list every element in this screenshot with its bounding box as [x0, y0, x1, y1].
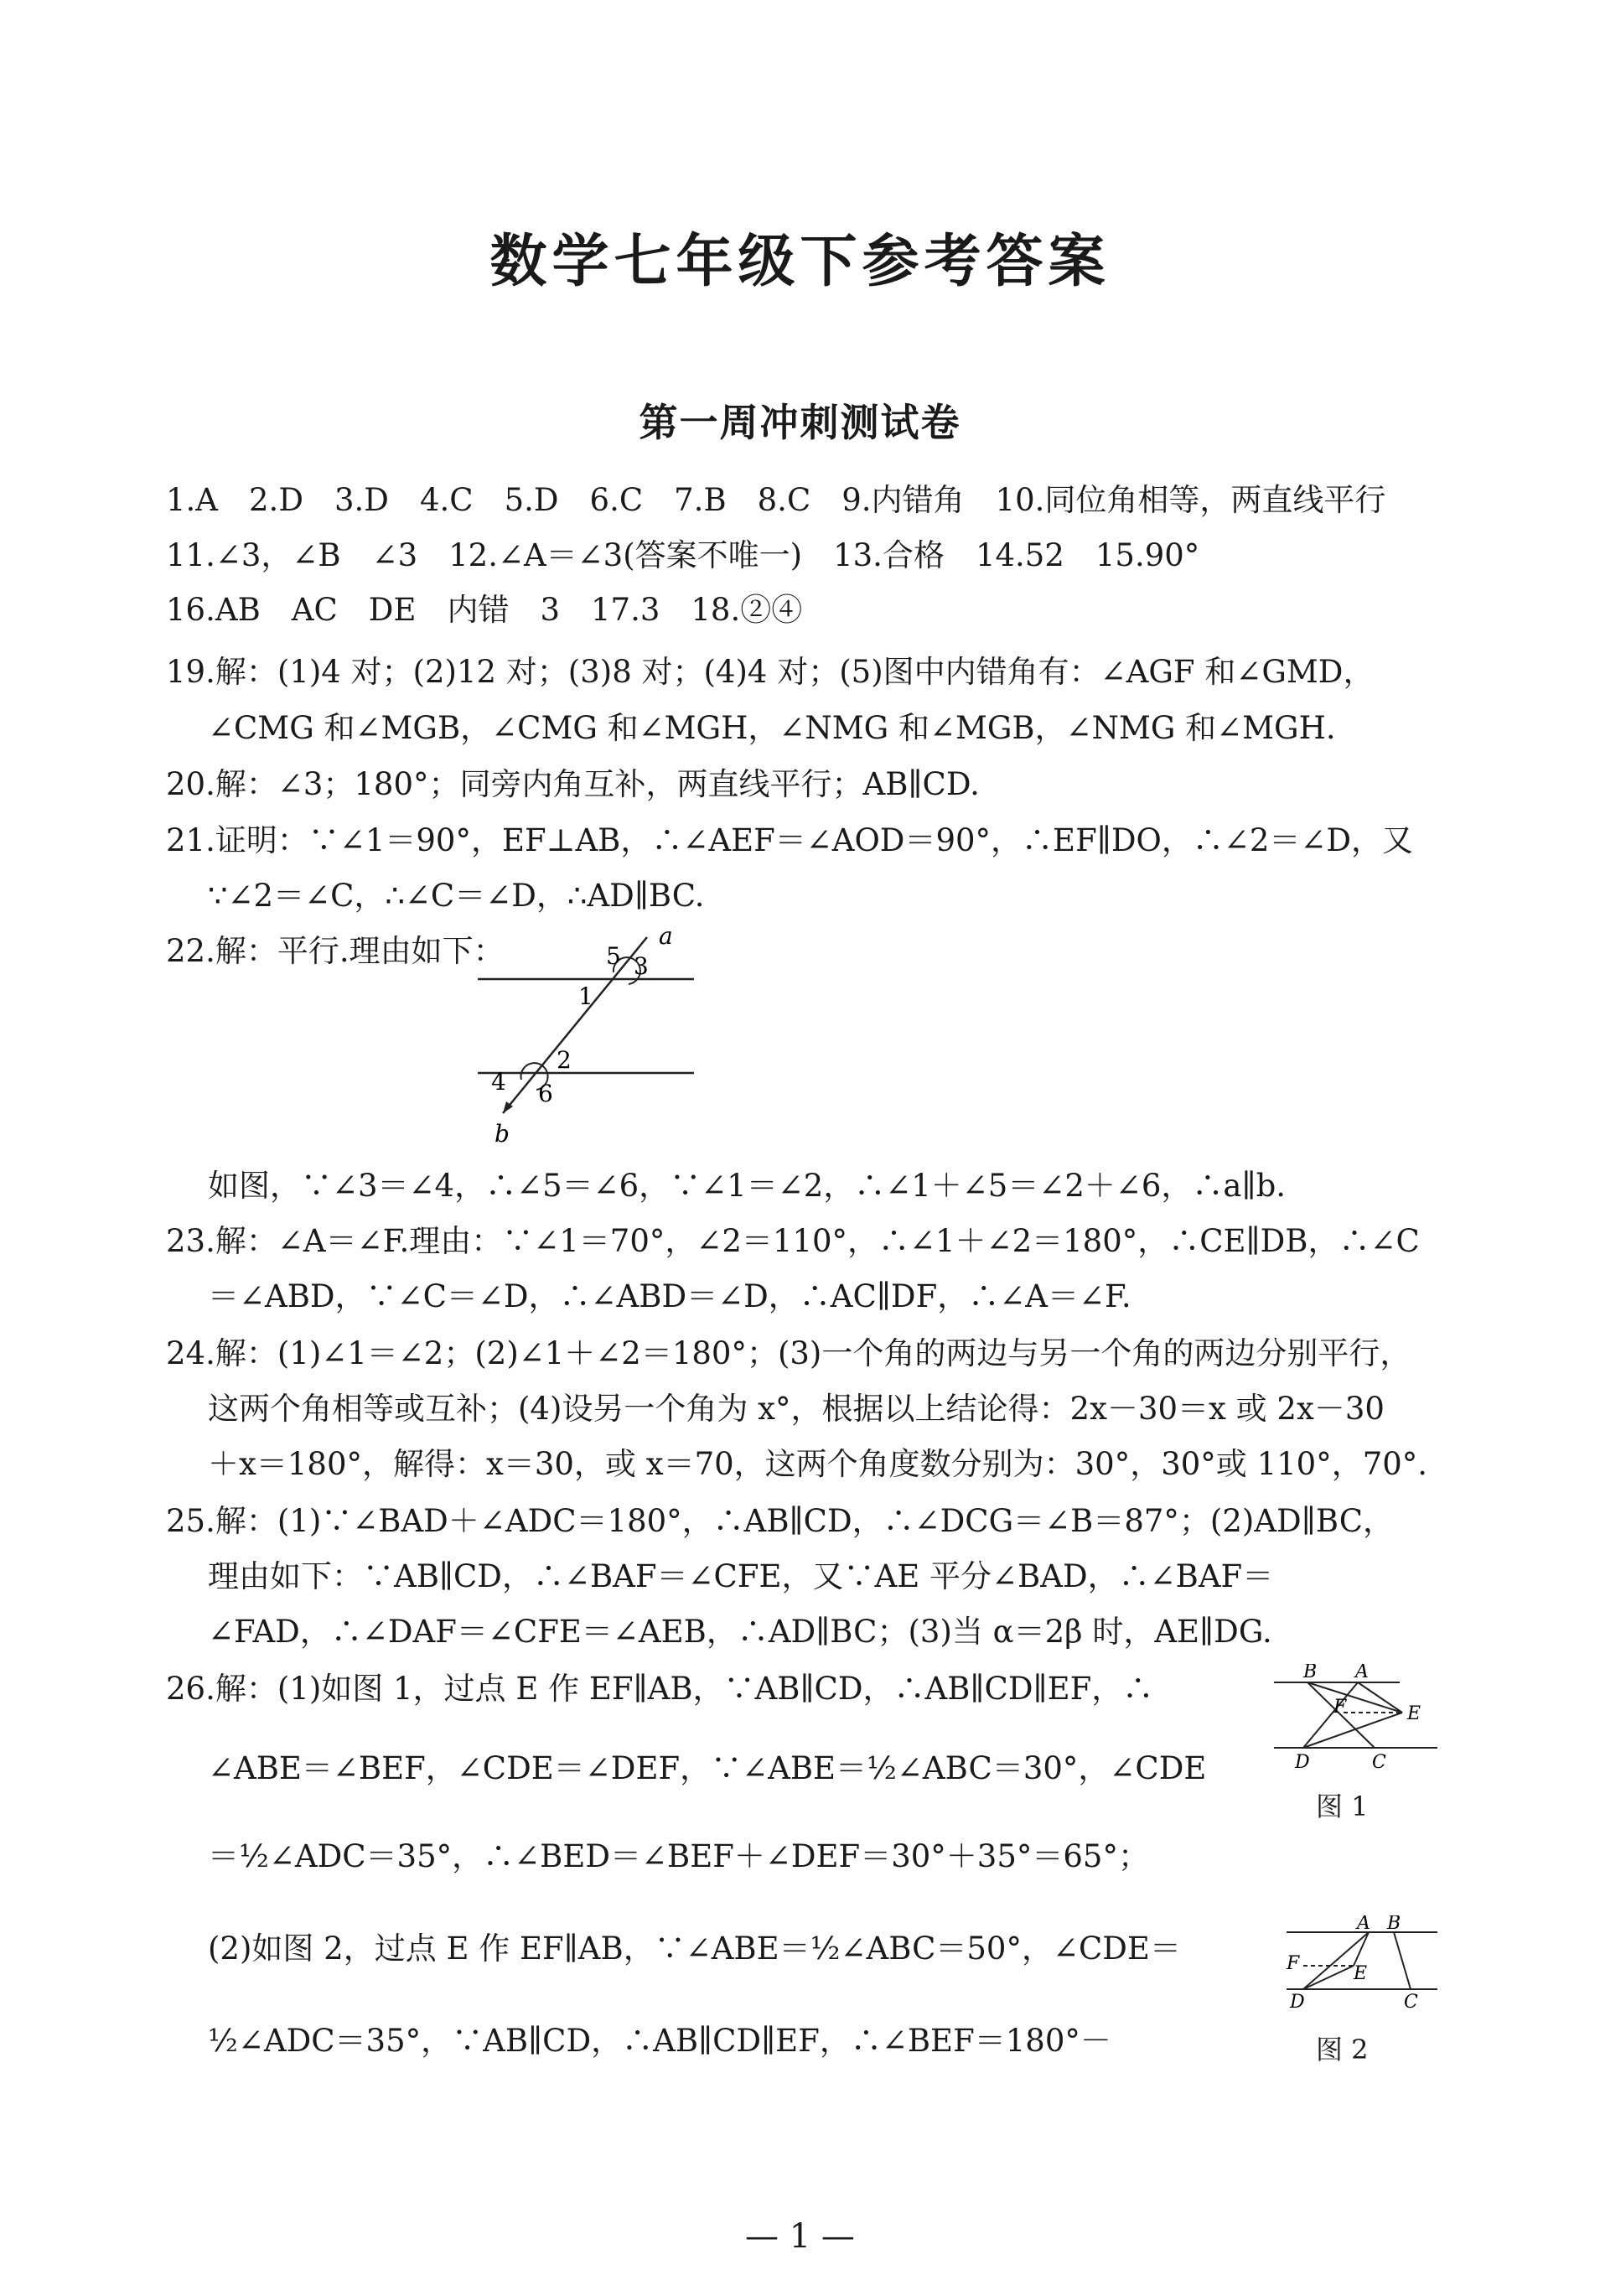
answer-line-26d: (2)如图 2，过点 E 作 EF∥AB，∵∠ABE＝½∠ABC＝50°，∠CDE＝	[208, 1931, 1181, 1967]
label-F: F	[1333, 1697, 1347, 1718]
page-number: — 1 —	[745, 2217, 855, 2256]
label-C: C	[1372, 1752, 1386, 1773]
label-E: E	[1354, 1963, 1368, 1984]
answer-line-25a: 25.解：(1)∵∠BAD＋∠ADC＝180°，∴AB∥CD，∴∠DCG＝∠B＝87°；(2)AD∥BC，	[166, 1503, 1395, 1539]
page-title: 数学七年级下参考答案	[489, 229, 1111, 295]
label-E: E	[1407, 1703, 1421, 1724]
label-A: A	[1357, 1915, 1370, 1934]
answer-line-1: 1.A 2.D 3.D 4.C 5.D 6.C 7.B 8.C 9.内错角 10.同位角相等，两直线平行	[166, 482, 1386, 518]
answer-line-24c: ＋x＝180°，解得：x＝30，或 x＝70，这两个角度数分别为：30°，30°或 110°，70°.	[208, 1446, 1428, 1482]
figure-26-1	[1270, 1664, 1446, 1773]
answer-line-22-reason: 如图，∵∠3＝∠4，∴∠5＝∠6，∵∠1＝∠2，∴∠1＋∠5＝∠2＋∠6，∴a∥b.	[208, 1168, 1287, 1204]
answer-line-23b: ＝∠ABD，∵∠C＝∠D，∴∠ABD＝∠D，∴AC∥DF，∴∠A＝∠F.	[208, 1278, 1131, 1314]
label-C: C	[1404, 1992, 1418, 2013]
figure-2-caption: 图 2	[1316, 2034, 1369, 2065]
label-6: 6	[538, 1080, 553, 1107]
label-5: 5	[606, 942, 621, 970]
answer-line-20: 20.解：∠3；180°；同旁内角互补，两直线平行；AB∥CD.	[166, 766, 980, 802]
figure-26-2	[1270, 1915, 1446, 2016]
answer-line-26c: ＝½∠ADC＝35°，∴∠BED＝∠BEF＋∠DEF＝30°＋35°＝65°；	[208, 1838, 1149, 1874]
answer-line-21b: ∵∠2＝∠C，∴∠C＝∠D，∴AD∥BC.	[208, 878, 705, 914]
answer-line-3: 16.AB AC DE 内错 3 17.3 18.②④	[166, 592, 803, 628]
label-B: B	[1303, 1664, 1318, 1682]
answer-line-25c: ∠FAD，∴∠DAF＝∠CFE＝∠AEB，∴AD∥BC；(3)当 α＝2β 时，AE∥DG.	[208, 1614, 1272, 1650]
answer-line-26b: ∠ABE＝∠BEF，∠CDE＝∠DEF，∵∠ABE＝½∠ABC＝30°，∠CDE	[208, 1750, 1207, 1786]
label-3: 3	[634, 952, 649, 980]
answer-line-2: 11.∠3，∠B ∠3 12.∠A＝∠3(答案不唯一) 13.合格 14.52 15.90°	[166, 537, 1200, 573]
label-2: 2	[557, 1046, 572, 1074]
answer-line-23a: 23.解：∠A＝∠F.理由：∵∠1＝70°，∠2＝110°，∴∠1＋∠2＝180°，∴CE∥DB，∴∠C	[166, 1223, 1420, 1259]
answer-line-24a: 24.解：(1)∠1＝∠2；(2)∠1＋∠2＝180°；(3)一个角的两边与另一个角的两边分别平行，	[166, 1335, 1411, 1371]
answer-line-21a: 21.证明：∵∠1＝90°，EF⊥AB，∴∠AEF＝∠AOD＝90°，∴EF∥DO，∴∠2＝∠D，又	[166, 822, 1414, 858]
label-B: B	[1387, 1915, 1401, 1934]
label-b: b	[494, 1120, 510, 1148]
label-D: D	[1290, 1992, 1305, 2013]
figure-1-caption: 图 1	[1316, 1791, 1369, 1822]
answer-line-19b: ∠CMG 和∠MGB，∠CMG 和∠MGH，∠NMG 和∠MGB，∠NMG 和∠MGH.	[208, 710, 1336, 746]
label-4: 4	[491, 1068, 506, 1096]
transversal	[503, 937, 647, 1113]
answer-line-19a: 19.解：(1)4 对；(2)12 对；(3)8 对；(4)4 对；(5)图中内错角有：∠AGF 和∠GMD，	[166, 654, 1375, 690]
figure-22	[469, 914, 712, 1148]
answer-line-24b: 这两个角相等或互补；(4)设另一个角为 x°，根据以上结论得：2x－30＝x 或 2x－30	[208, 1391, 1385, 1427]
label-1: 1	[578, 982, 593, 1010]
answer-line-25b: 理由如下：∵AB∥CD，∴∠BAF＝∠CFE，又∵AE 平分∠BAD，∴∠BAF＝	[208, 1558, 1274, 1594]
label-F: F	[1287, 1953, 1300, 1974]
label-A: A	[1355, 1664, 1369, 1682]
answer-line-22: 22.解：平行.理由如下：	[166, 933, 505, 969]
answer-line-26e: ½∠ADC＝35°，∵AB∥CD，∴AB∥CD∥EF，∴∠BEF＝180°－	[208, 2023, 1111, 2059]
section-title: 第一周冲刺测试卷	[639, 400, 961, 445]
label-D: D	[1295, 1752, 1310, 1773]
answer-line-26a: 26.解：(1)如图 1，过点 E 作 EF∥AB，∵AB∥CD，∴AB∥CD∥EF，∴	[166, 1671, 1154, 1707]
label-a: a	[659, 922, 673, 950]
